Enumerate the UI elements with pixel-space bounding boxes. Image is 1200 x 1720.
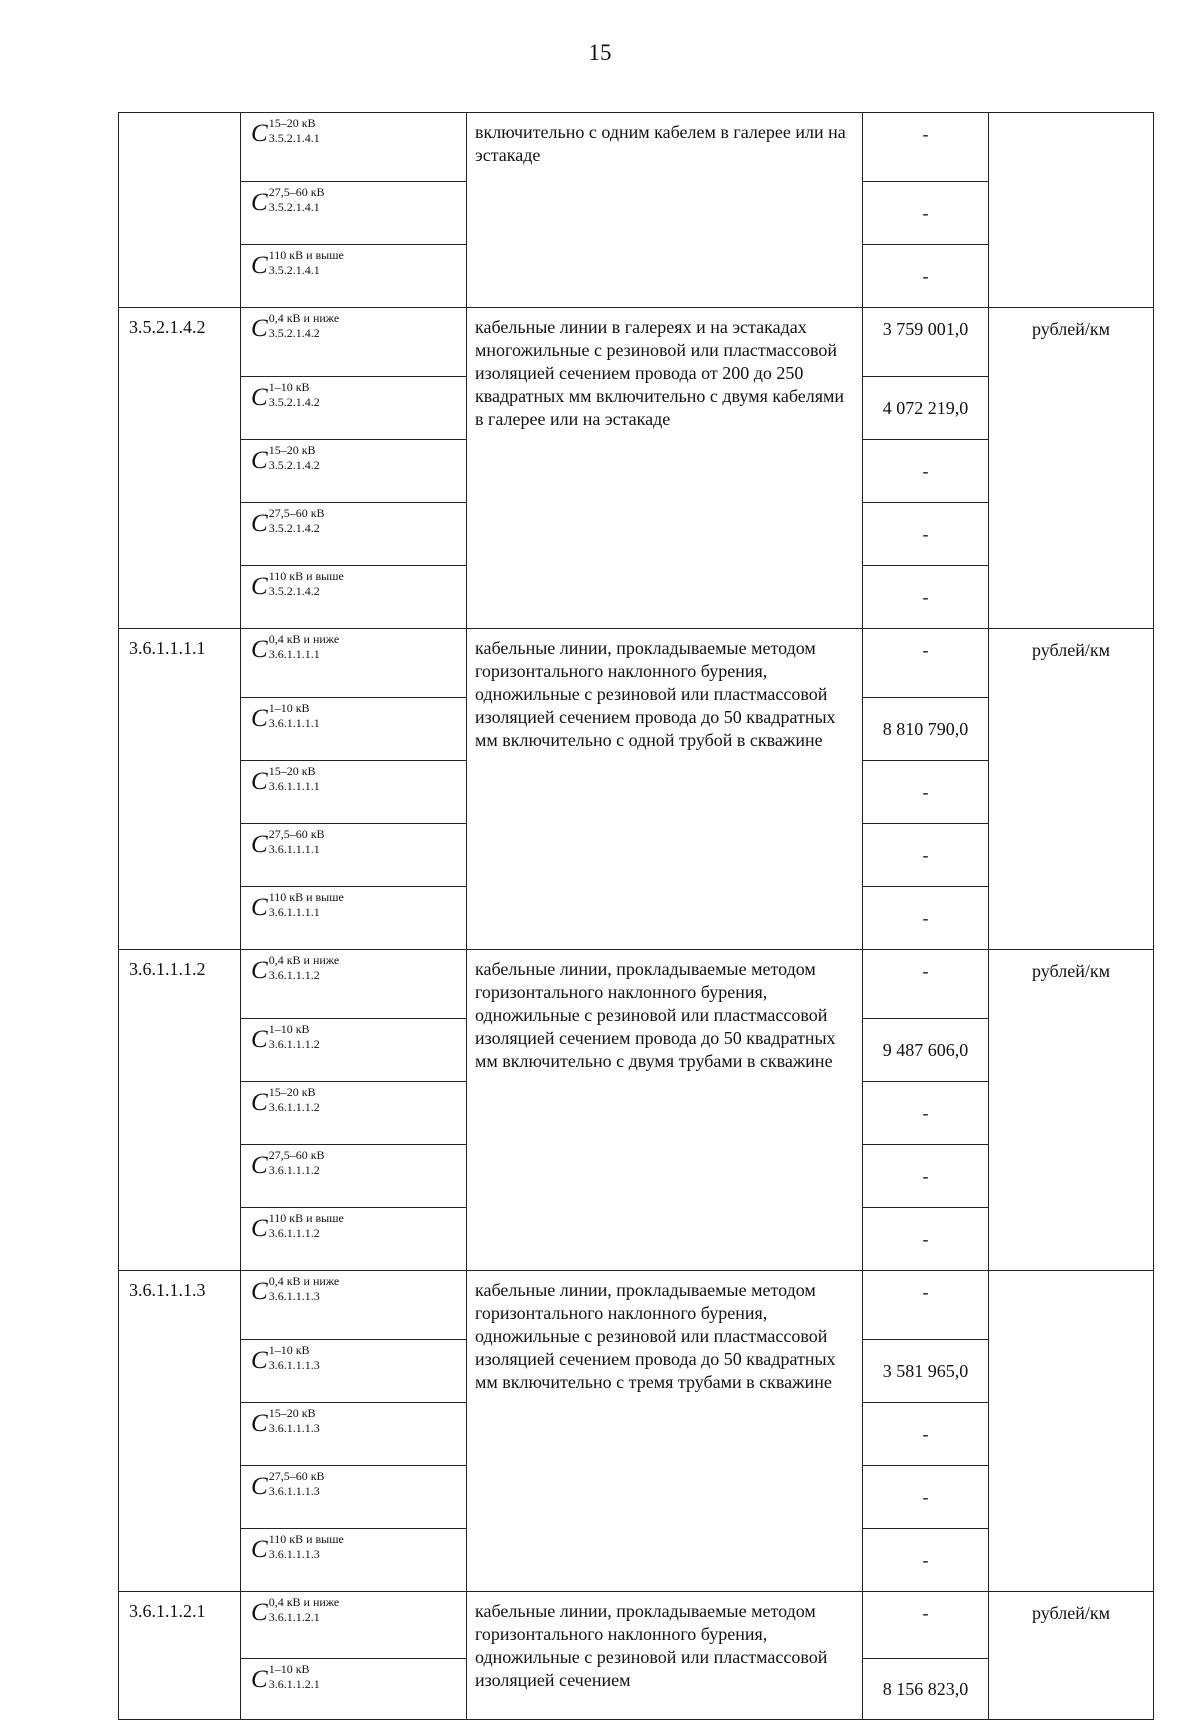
rate-symbol [241,308,467,377]
rate-formula [251,444,320,475]
item-description: кабельные линии, прокладываемые методом горизонтального наклонного бурения, одножильные с резиновой или пластмассовой изоляцией сечением [467,1592,863,1720]
item-description: кабельные линии, прокладываемые методом горизонтального наклонного бурения, одножильные с резиновой или пластмассовой изоляцией сечением провода до 50 квадратных мм включительно с одной трубой в скважине [467,629,863,950]
rate-formula [251,381,320,412]
formula-letter: C [251,120,268,147]
rate-symbol [241,566,467,629]
formula-letter: C [251,1473,268,1500]
voltage-class: 1–10 кВ [268,1662,310,1676]
rate-index: 3.5.2.1.4.1 [268,263,320,277]
rate-index: 3.6.1.1.1.2 [268,1226,320,1240]
table-row [119,308,1154,377]
rate-index: 3.6.1.1.2.1 [268,1610,320,1624]
rate-value: - [863,440,989,503]
rate-index: 3.5.2.1.4.2 [268,584,320,598]
rate-formula [251,1212,344,1243]
formula-letter: C [251,1026,268,1053]
rate-symbol [241,950,467,1019]
unit-of-measure: рублей/км [989,950,1154,1271]
voltage-class: 110 кВ и выше [268,569,344,583]
rate-symbol [241,761,467,824]
rate-symbol [241,1340,467,1403]
rate-symbol [241,1208,467,1271]
formula-letter: C [251,1152,268,1179]
voltage-class: 0,4 кВ и ниже [268,1595,340,1609]
rate-symbol [241,887,467,950]
rate-formula [251,249,344,280]
table-row [119,629,1154,698]
unit-of-measure: рублей/км [989,629,1154,950]
rate-index: 3.6.1.1.1.1 [268,905,320,919]
rate-value: - [863,1529,989,1592]
rate-index: 3.6.1.1.1.1 [268,779,320,793]
rate-index: 3.6.1.1.2.1 [268,1677,320,1691]
unit-of-measure: рублей/км [989,1592,1154,1720]
rate-formula [251,633,339,664]
rate-symbol [241,824,467,887]
rate-formula [251,1023,320,1054]
rate-value: - [863,629,989,698]
formula-letter: C [251,1347,268,1374]
item-description: кабельные линии, прокладываемые методом горизонтального наклонного бурения, одножильные с резиновой или пластмассовой изоляцией сечением провода до 50 квадратных мм включительно с тремя трубами в скважине [467,1271,863,1592]
rate-index: 3.6.1.1.1.2 [268,1100,320,1114]
rate-formula [251,312,339,343]
voltage-class: 15–20 кВ [268,116,316,130]
rate-value: - [863,1208,989,1271]
voltage-class: 15–20 кВ [268,764,316,778]
rate-index: 3.6.1.1.1.1 [268,716,320,730]
rate-formula [251,1149,325,1180]
rate-value: - [863,182,989,245]
rate-value: 8 810 790,0 [863,698,989,761]
formula-letter: C [251,510,268,537]
tariff-table [118,112,1154,1720]
rate-index: 3.6.1.1.1.3 [268,1484,320,1498]
item-code: 3.5.2.1.4.2 [119,308,241,629]
rate-index: 3.6.1.1.1.2 [268,1037,320,1051]
item-description: включительно с одним кабелем в галерее или на эстакаде [467,113,863,308]
rate-value: - [863,1592,989,1659]
rate-symbol [241,1529,467,1592]
rate-index: 3.6.1.1.1.3 [268,1547,320,1561]
rate-formula [251,186,325,217]
formula-letter: C [251,315,268,342]
rate-index: 3.6.1.1.1.1 [268,842,320,856]
rate-value: 8 156 823,0 [863,1659,989,1720]
voltage-class: 27,5–60 кВ [268,506,325,520]
formula-letter: C [251,957,268,984]
rate-formula [251,954,339,985]
rate-value: - [863,566,989,629]
rate-formula [251,1086,320,1117]
rate-formula [251,891,344,922]
rate-symbol [241,1403,467,1466]
rate-symbol [241,377,467,440]
formula-letter: C [251,1278,268,1305]
formula-letter: C [251,189,268,216]
rate-formula [251,570,344,601]
formula-letter: C [251,1089,268,1116]
voltage-class: 1–10 кВ [268,1022,310,1036]
rate-value: - [863,1271,989,1340]
rate-index: 3.6.1.1.1.2 [268,1163,320,1177]
voltage-class: 1–10 кВ [268,1343,310,1357]
voltage-class: 15–20 кВ [268,1085,316,1099]
formula-letter: C [251,768,268,795]
voltage-class: 1–10 кВ [268,380,310,394]
formula-letter: C [251,894,268,921]
rate-formula [251,1470,325,1501]
voltage-class: 0,4 кВ и ниже [268,953,340,967]
rate-value: - [863,887,989,950]
voltage-class: 110 кВ и выше [268,1211,344,1225]
rate-value: 3 759 001,0 [863,308,989,377]
unit-of-measure [989,1271,1154,1592]
voltage-class: 27,5–60 кВ [268,185,325,199]
unit-of-measure [989,113,1154,308]
formula-letter: C [251,1410,268,1437]
rate-formula [251,1533,344,1564]
rate-index: 3.6.1.1.1.3 [268,1289,320,1303]
formula-letter: C [251,1599,268,1626]
voltage-class: 0,4 кВ и ниже [268,632,340,646]
page-number: 15 [588,40,612,65]
rate-value: - [863,761,989,824]
rate-symbol [241,245,467,308]
rate-symbol [241,182,467,245]
rate-index: 3.5.2.1.4.2 [268,458,320,472]
table-row [119,1271,1154,1340]
formula-letter: C [251,447,268,474]
rate-value: - [863,1466,989,1529]
rate-value: - [863,1145,989,1208]
rate-formula [251,828,325,859]
rate-value: 9 487 606,0 [863,1019,989,1082]
item-code: 3.6.1.1.1.2 [119,950,241,1271]
rate-value: - [863,503,989,566]
formula-letter: C [251,384,268,411]
voltage-class: 27,5–60 кВ [268,1148,325,1162]
voltage-class: 110 кВ и выше [268,248,344,262]
formula-letter: C [251,636,268,663]
rate-symbol [241,1019,467,1082]
voltage-class: 27,5–60 кВ [268,827,325,841]
formula-letter: C [251,1215,268,1242]
rate-formula [251,507,325,538]
rate-symbol [241,1271,467,1340]
rate-index: 3.5.2.1.4.2 [268,326,320,340]
rate-index: 3.5.2.1.4.2 [268,521,320,535]
rate-symbol [241,1082,467,1145]
rate-index: 3.6.1.1.1.1 [268,647,320,661]
item-code [119,113,241,308]
formula-letter: C [251,1536,268,1563]
table-row [119,113,1154,182]
voltage-class: 27,5–60 кВ [268,1469,325,1483]
voltage-class: 110 кВ и выше [268,1532,344,1546]
rate-formula [251,1275,339,1306]
rate-formula [251,702,320,733]
formula-letter: C [251,1666,268,1693]
rate-index: 3.5.2.1.4.2 [268,395,320,409]
voltage-class: 1–10 кВ [268,701,310,715]
rate-index: 3.6.1.1.1.2 [268,968,320,982]
rate-index: 3.5.2.1.4.1 [268,131,320,145]
rate-symbol [241,440,467,503]
formula-letter: C [251,573,268,600]
item-code: 3.6.1.1.1.1 [119,629,241,950]
unit-of-measure: рублей/км [989,308,1154,629]
rate-value: - [863,824,989,887]
rate-formula [251,765,320,796]
voltage-class: 15–20 кВ [268,443,316,457]
rate-symbol [241,113,467,182]
rate-value: - [863,245,989,308]
rate-index: 3.6.1.1.1.3 [268,1358,320,1372]
rate-formula [251,1407,320,1438]
table-row [119,1592,1154,1659]
rate-symbol [241,698,467,761]
rate-index: 3.6.1.1.1.3 [268,1421,320,1435]
rate-value: 4 072 219,0 [863,377,989,440]
rate-index: 3.5.2.1.4.1 [268,200,320,214]
formula-letter: C [251,252,268,279]
rate-formula [251,1663,320,1694]
rate-symbol [241,1145,467,1208]
voltage-class: 0,4 кВ и ниже [268,311,340,325]
rate-formula [251,117,320,148]
item-code: 3.6.1.1.1.3 [119,1271,241,1592]
rate-value: - [863,1082,989,1145]
voltage-class: 15–20 кВ [268,1406,316,1420]
rate-formula [251,1344,320,1375]
formula-letter: C [251,831,268,858]
rate-symbol [241,1592,467,1659]
rate-formula [251,1596,339,1627]
item-description: кабельные линии, прокладываемые методом горизонтального наклонного бурения, одножильные с резиновой или пластмассовой изоляцией сечением провода до 50 квадратных мм включительно с двумя трубами в скважине [467,950,863,1271]
rate-value: - [863,950,989,1019]
rate-symbol [241,629,467,698]
table-row [119,950,1154,1019]
rate-symbol [241,503,467,566]
voltage-class: 110 кВ и выше [268,890,344,904]
item-description: кабельные линии в галереях и на эстакадах многожильные с резиновой или пластмассовой изоляцией сечением провода от 200 до 250 квадратных мм включительно с двумя кабелями в галерее или на эстакаде [467,308,863,629]
voltage-class: 0,4 кВ и ниже [268,1274,340,1288]
item-code: 3.6.1.1.2.1 [119,1592,241,1720]
rate-value: - [863,1403,989,1466]
rate-value: - [863,113,989,182]
rate-symbol [241,1466,467,1529]
rate-value: 3 581 965,0 [863,1340,989,1403]
rate-symbol [241,1659,467,1720]
formula-letter: C [251,705,268,732]
